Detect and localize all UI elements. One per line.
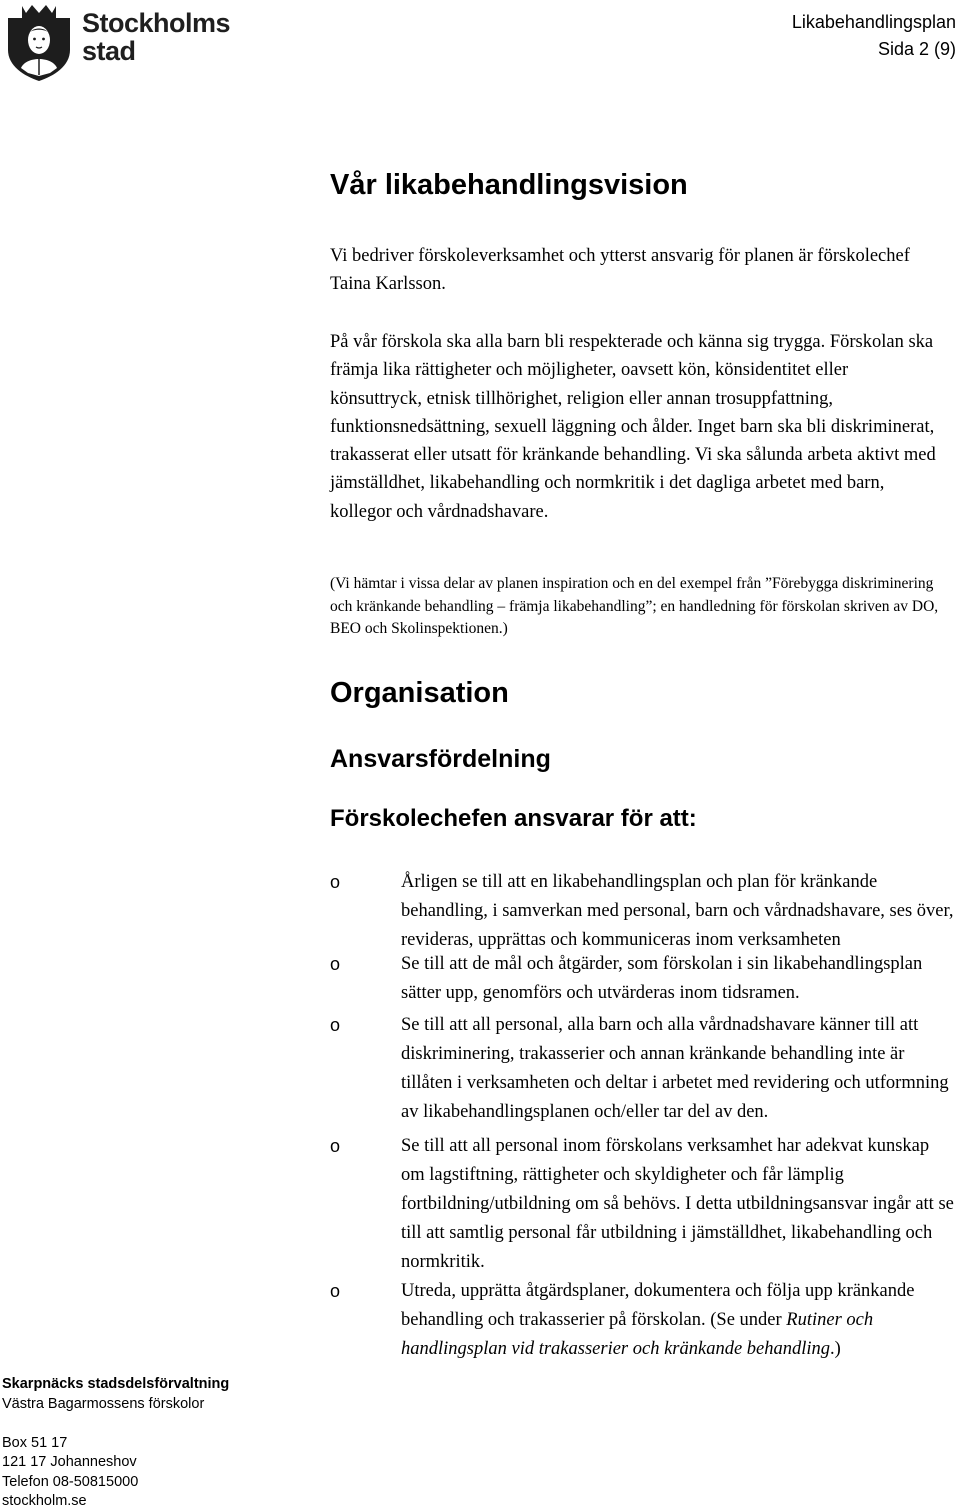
list-item — [330, 1277, 955, 1364]
footer-phone: Telefon 08-50815000 — [2, 1473, 139, 1490]
logo-text-line1: Stockholms — [82, 8, 231, 38]
footer-website[interactable]: stockholm.se — [2, 1493, 87, 1509]
bullet-marker: o — [330, 1281, 341, 1301]
page-number: Sida 2 (9) — [877, 39, 956, 59]
footer-organisation: Skarpnäcks stadsdelsförvaltning — [2, 1376, 230, 1392]
stockholms-stad-logo — [4, 2, 244, 82]
bullet-marker: o — [330, 872, 341, 892]
list-item — [330, 868, 955, 955]
footer-address — [2, 1375, 229, 1512]
inspiration-note: (Vi hämtar i vissa delar av planen inspiration och en del exempel från ”Förebygga diskriminering och kränkande behandling – främja likabehandling”; en handledning för förskolan skriven av DO, BEO och Skolinspektionen.) — [330, 575, 939, 637]
bullet-marker: o — [330, 1136, 341, 1156]
vision-body-paragraph: På vår förskola ska alla barn bli respekterade och känna sig trygga. Förskolan ska främja lika rättigheter och möjligheter, oavsett kön, könsidentitet eller könsuttryck, etnisk tillhörighet, religion eller annan trosuppfattning, funktionsnedsättning, sexuell läggning och ålder. Inget barn ska bli diskriminerat, trakasserat eller utsatt för kränkande behandling. Vi ska sålunda arbeta aktivt med jämställdhet, likabehandling och normkritik i det dagliga arbetet med barn, kollegor och vårdnadshavare. — [330, 332, 936, 522]
responsibility-list — [330, 868, 955, 1364]
list-item-text: Se till att all personal, alla barn och alla vårdnadshavare känner till att diskriminering, trakasserier och annan kränkande behandling inte är tillåten i verksamheten och deltar i arbetet med revidering och utformning av likabehandlingsplanen och/eller tar del av den. — [401, 1015, 949, 1122]
footer-box: Box 51 17 — [2, 1434, 68, 1451]
footer-unit: Västra Bagarmossens förskolor — [2, 1395, 205, 1412]
footer-postal: 121 17 Johanneshov — [2, 1454, 137, 1470]
list-item-text: Se till att all personal inom förskolans verksamhet har adekvat kunskap om lagstiftning, rättigheter och skyldigheter och får lämplig fortbildning/utbildning om så behövs. I detta utbildningsansvar ingår att se till att samtlig personal får utbildning i jämställdhet, likabehandling och normkritik. — [401, 1136, 954, 1272]
document-title: Likabehandlingsplan — [791, 12, 956, 32]
list-item-text: Utreda, upprätta åtgärdsplaner, dokumentera och följa upp kränkande behandling och trakasserier på förskolan. (Se under — [401, 1281, 915, 1330]
vision-heading: Vår likabehandlingsvision — [330, 169, 688, 201]
list-item-text-end: .) — [830, 1339, 841, 1359]
routine-reference: Rutiner och handlingsplan vid trakasserier och kränkande behandling — [401, 1310, 874, 1359]
responsibility-heading: Ansvarsfördelning — [330, 745, 551, 773]
crest-icon — [4, 2, 74, 82]
list-item-text: Årligen se till att en likabehandlingsplan och plan för kränkande behandling, i samverkan med personal, barn och vårdnadshavare, ses över, revideras, upprättas och kommuniceras inom verksamheten — [401, 872, 954, 950]
list-item — [330, 1132, 955, 1277]
page-header — [792, 9, 956, 63]
organisation-heading: Organisation — [330, 677, 509, 709]
bullet-marker: o — [330, 954, 341, 974]
bullet-marker: o — [330, 1015, 341, 1035]
principal-responsibility-heading: Förskolechefen ansvarar för att: — [330, 805, 697, 832]
vision-intro-paragraph: Vi bedriver förskoleverksamhet och ytterst ansvarig för planen är förskolechef Taina Karlsson. — [330, 246, 910, 295]
list-item — [330, 950, 955, 1008]
list-item-text: Se till att de mål och åtgärder, som förskolan i sin likabehandlingsplan sätter upp, genomförs och utvärderas inom tidsramen. — [401, 954, 923, 1003]
list-item — [330, 1011, 955, 1127]
logo-text-line2: stad — [82, 36, 136, 66]
